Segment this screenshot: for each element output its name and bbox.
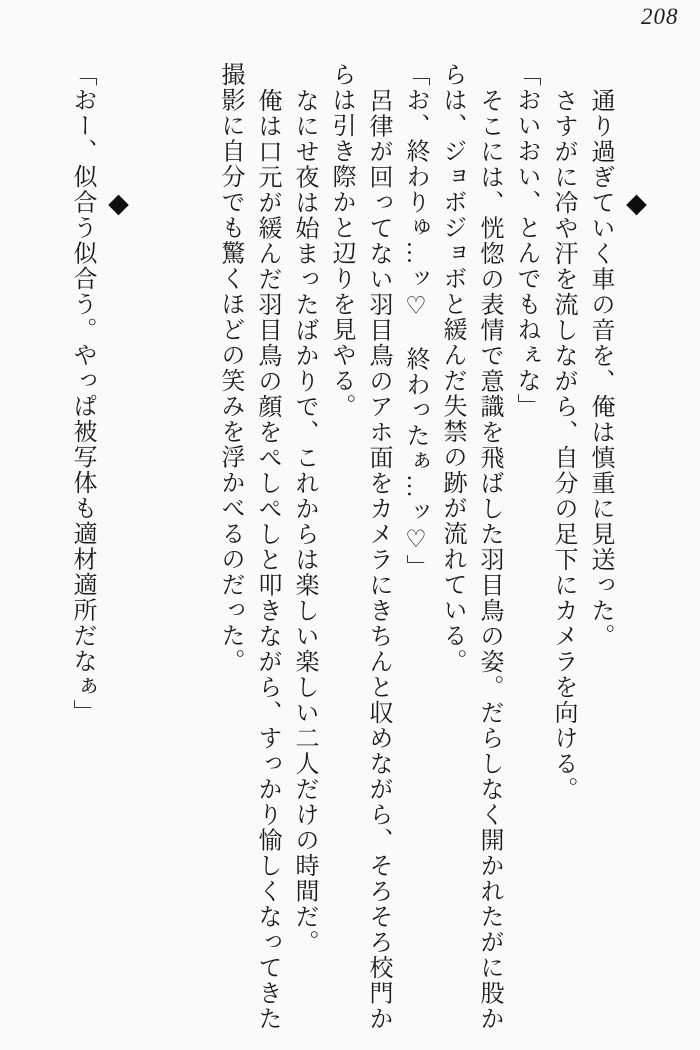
text-line: らは、ジョボジョボと緩んだ失禁の跡が流れている。 xyxy=(439,62,465,674)
text-line: 「おー、似合う似合う。やっぱ被写体も適材適所だなぁ」 xyxy=(69,62,95,725)
text-line: 「おいおい、とんでもねぇな」 xyxy=(513,62,539,419)
text-line: 俺は口元が緩んだ羽目鳥の顔をぺしぺしと叩きながら、すっかり愉しくなってきた xyxy=(254,88,280,1032)
text-line: らは引き際かと辺りを見やる。 xyxy=(328,62,354,419)
text-line: さすがに冷や汗を流しながら、自分の足下にカメラを向ける。 xyxy=(550,88,576,802)
scene-break-diamond: ◆ xyxy=(626,188,647,218)
text-line: 撮影に自分でも驚くほどの笑みを浮かべるのだった。 xyxy=(217,62,243,674)
page-number: 208 xyxy=(641,4,679,29)
scene-break-diamond: ◆ xyxy=(108,188,129,218)
text-line: そこには、恍惚の表情で意識を飛ばした羽目鳥の姿。だらしなく開かれたがに股か xyxy=(476,88,502,1032)
text-line: 通り過ぎていく車の音を、俺は慎重に見送った。 xyxy=(587,88,613,649)
text-line: なにせ夜は始まったばかりで、これからは楽しい楽しい二人だけの時間だ。 xyxy=(291,88,317,955)
text-line: 呂律が回ってない羽目鳥のアホ面をカメラにきちんと収めながら、そろそろ校門か xyxy=(365,88,391,1032)
text-line: 「お、終わりゅ…ッ♡ 終わったぁ…ッ♡」 xyxy=(402,62,428,580)
